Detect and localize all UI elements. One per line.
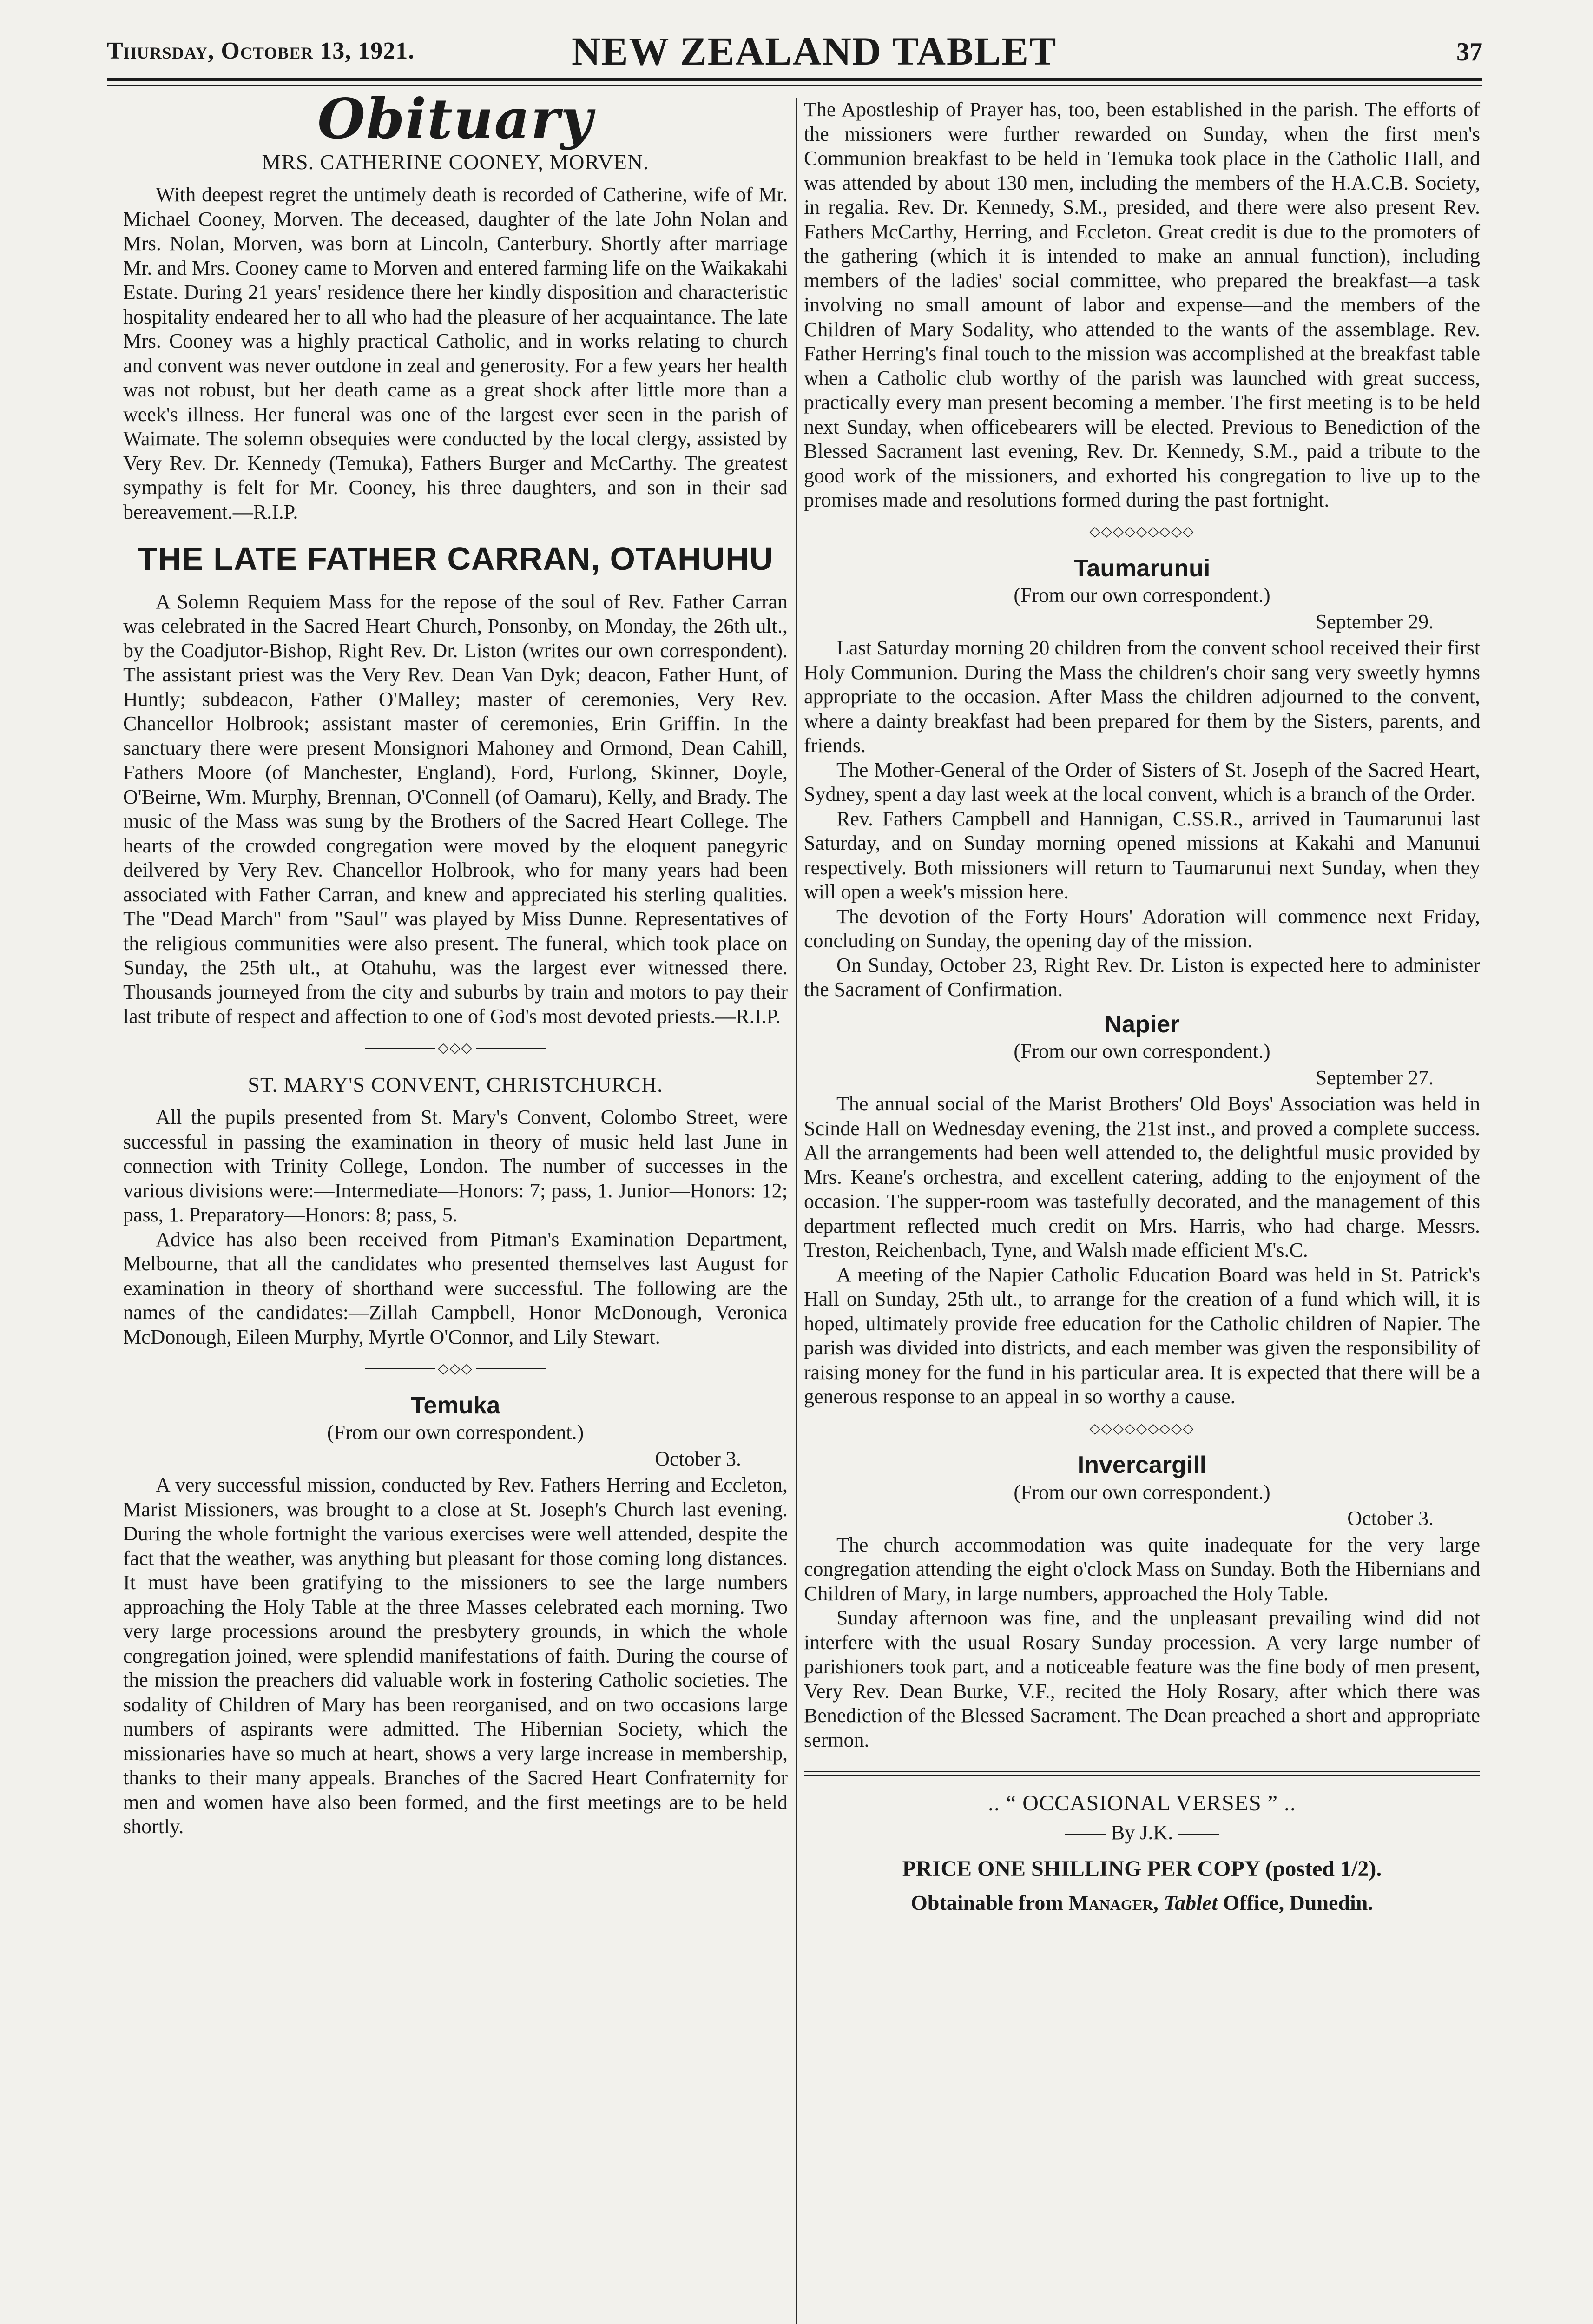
ad-obtainable (804, 1891, 1480, 1915)
obituary-section-title: Obituary (317, 86, 593, 151)
taumarunui-paragraph-5: On Sunday, October 23, Right Rev. Dr. Liston is expected here to administer the Sacrament of Confirmation. (804, 953, 1480, 1001)
temuka-date: October 3. (655, 1447, 741, 1470)
newspaper-title: NEW ZEALAND TABLET (572, 29, 1057, 73)
right-column (804, 98, 1480, 1915)
page-number: 37 (1456, 38, 1482, 66)
ad-obtain-office: Tablet (1164, 1890, 1218, 1915)
napier-headline: Napier (1104, 1010, 1180, 1038)
taumarunui-paragraph-4: The devotion of the Forty Hours' Adoration will commence next Friday, concluding on Sunday, the opening day of the mission. (804, 905, 1480, 952)
masthead (107, 28, 1482, 74)
masthead-rule-thin (107, 85, 1482, 86)
stmarys-headline: ST. MARY'S CONVENT, CHRISTCHURCH. (248, 1072, 663, 1096)
cooney-headline: MRS. CATHERINE COONEY, MORVEN. (262, 150, 649, 174)
napier-correspondent: (From our own correspondent.) (1014, 1040, 1270, 1063)
taumarunui-paragraph-3: Rev. Fathers Campbell and Hannigan, C.SS.R., arrived in Taumarunui last Saturday, and on Sunday morning opened missions at Kakahi and Manunui respectively. Both missioners will return to Taumarunui next Sunday, when they will open a week's mission here. (804, 807, 1480, 904)
napier-date: September 27. (1315, 1066, 1434, 1089)
temuka-correspondent: (From our own correspondent.) (327, 1421, 584, 1444)
ad-rule-thin (804, 1775, 1480, 1776)
section-ornament: ◇◇◇◇◇◇◇◇◇ (1089, 524, 1195, 540)
ad-price: PRICE ONE SHILLING PER COPY (posted 1/2). (902, 1856, 1382, 1882)
taumarunui-headline: Taumarunui (1073, 555, 1211, 582)
taumarunui-date: September 29. (1315, 610, 1434, 633)
masthead-rule (107, 78, 1482, 81)
carran-headline: THE LATE FATHER CARRAN, OTAHUHU (137, 541, 774, 577)
taumarunui-paragraph-2: The Mother-General of the Order of Sisters of St. Joseph of the Sacred Heart, Sydney, spent a day last week at the local convent, which is a branch of the Order. (804, 758, 1480, 806)
section-ornament: ◇◇◇ (123, 1036, 788, 1061)
ad-obtain-prefix: Obtainable from (911, 1890, 1063, 1915)
ad-byline: —— By J.K. —— (1065, 1821, 1219, 1844)
temuka-paragraph: A very successful mission, conducted by Rev. Fathers Herring and Eccleton, Marist Missioners, was brought to a close at St. Joseph's Church last evening. During the whole fortnight the various exercises were well attended, despite the fact that the weather, was anything but pleasant for those coming long distances. It must have been gratifying to the missioners to see the large numbers approaching the Holy Table at the three Masses celebrated each morning. Two very large processions around the presbytery grounds, in which the whole congregation joined, were splendid manifestations of faith. During the course of the mission the preachers did valuable work in fostering Catholic societies. The sodality of Children of Mary has been reorganised, and on two occasions large numbers of aspirants were admitted. The Hibernian Society, which the missionaries have so much at heart, shows a very large increase in membership, thanks to their many appeals. Branches of the Sacred Heart Confraternity for men and women have also been formed, and the first meetings are to be held shortly. (123, 1473, 788, 1838)
issue-date: Thursday, October 13, 1921. (107, 38, 415, 64)
invercargill-paragraph-1: The church accommodation was quite inadequate for the very large congregation attending the eight o'clock Mass on Sunday. Both the Hibernians and Children of Mary, in large numbers, approached the Holy Table. (804, 1533, 1480, 1605)
invercargill-paragraph-2: Sunday afternoon was fine, and the unpleasant prevailing wind did not interfere with the usual Rosary Sunday procession. A very large number of parishioners took part, and a noticeable feature was the fine body of men present, Very Rev. Dean Burke, V.F., recited the Holy Rosary, after which there was Benediction of the Blessed Sacrament. The Dean preached a short and appropriate sermon. (804, 1606, 1480, 1751)
stmarys-paragraph-1: All the pupils presented from St. Mary's Convent, Colombo Street, were successful in passing the examination in theory of music held last June in connection with Trinity College, London. The number of successes in the various divisions were:—Intermediate—Honors: 7; pass, 1. Junior—Honors: 12; pass, 1. Preparatory—Honors: 8; pass, 5. (123, 1106, 788, 1227)
invercargill-date: October 3. (1347, 1507, 1434, 1530)
section-ornament: ◇◇◇ (123, 1356, 788, 1381)
ad-obtain-manager: Manager, (1068, 1890, 1159, 1915)
carran-paragraph: A Solemn Requiem Mass for the repose of the soul of Rev. Father Carran was celebrated in the Sacred Heart Church, Ponsonby, on Monday, the 26th ult., by the Coadjutor-Bishop, Right Rev. Dr. Liston (writes our own correspondent). The assistant priest was the Very Rev. Dean Van Dyk; deacon, Father Hunt, of Huntly; subdeacon, Father O'Malley; master of ceremonies, Very Rev. Chancellor Holbrook; assistant master of ceremonies, Erin Griffin. In the sanctuary there were present Monsignori Mahoney and Ormond, Dean Cahill, Fathers Moore (of Manchester, England), Ford, Furlong, Skinner, Doyle, O'Beirne, Wm. Murphy, Brennan, O'Connell (of Oamaru), Kelly, and Brady. The music of the Mass was sung by the Brothers of the Sacred Heart College. The hearts of the crowded congregation were moved by the eloquent panegyric deilvered by Very Rev. Chancellor Holbrook, who for many years had been associated with Father Carran, and knew and appreciated his sterling qualities. The "Dead March" from "Saul" was played by Miss Dunne. Representatives of the religious communities were also present. The funeral, which took place on Sunday, the 25th ult., at Otahuhu, was the largest ever witnessed there. Thousands journeyed from the city and suburbs by train and motors to pay their last tribute of respect and affection to one of God's most devoted priests.—R.I.P. (123, 590, 788, 1028)
section-ornament: ◇◇◇◇◇◇◇◇◇ (1089, 1420, 1195, 1436)
stmarys-paragraph-2: Advice has also been received from Pitman's Examination Department, Melbourne, that all the candidates who presented themselves last August for examination in theory of shorthand were successful. The following are the names of the candidates:—Zillah Campbell, Honor McDonough, Veronica McDonough, Eileen Murphy, Myrtle O'Connor, and Lily Stewart. (123, 1228, 788, 1348)
napier-paragraph-1: The annual social of the Marist Brothers' Old Boys' Association was held in Scinde Hall on Wednesday evening, the 21st inst., and proved a complete success. All the arrangements had been well attended to, the delightful music provided by Mrs. Keane's orchestra, and excellent catering, adding to the enjoyment of the occasion. The supper-room was tastefully decorated, and the management of this department reflected much credit on Mrs. Harris, who had charge. Messrs. Treston, Reichenbach, Tyne, and Walsh made efficient M's.C. (804, 1092, 1480, 1262)
temuka-headline: Temuka (410, 1392, 500, 1419)
column-divider (796, 98, 797, 2324)
left-column (123, 86, 788, 1839)
taumarunui-paragraph-1: Last Saturday morning 20 children from the convent school received their first Holy Communion. During the Mass the children's choir sang very sweetly hymns appropriate to the occasion. After Mass the children adjourned to the convent, where a dainty breakfast had been prepared for them by the Sisters, parents, and friends. (804, 636, 1480, 757)
napier-paragraph-2: A meeting of the Napier Catholic Education Board was held in St. Patrick's Hall on Sunday, 25th ult., to arrange for the creation of a fund which will, it is hoped, ultimately provide free education for the Catholic children of Napier. The parish was divided into districts, and each member was given the responsibility of raising money for the fund in his particular area. It is expected that there will be a generous response to an appeal in so worthy a cause. (804, 1263, 1480, 1408)
invercargill-correspondent: (From our own correspondent.) (1014, 1480, 1270, 1504)
temuka-continued-paragraph: The Apostleship of Prayer has, too, been established in the parish. The efforts of the missioners were further rewarded on Sunday, when the first men's Communion breakfast to be held in Temuka took place in the Catholic Hall, and was attended by about 130 men, including the members of the H.A.C.B. Society, in regalia. Rev. Dr. Kennedy, S.M., presided, and there were also present Rev. Fathers McCarthy, Herring, and Eccleton. Great credit is due to the promoters of the gathering (which it is intended to make an annual function), including members of the ladies' social committee, who prepared the breakfast—a task involving no small amount of labor and expense—and the members of the Children of Mary Sodality, who attended to the wants of the assemblage. Rev. Father Herring's final touch to the mission was accomplished at the breakfast table when a Catholic club worthy of the parish was launched with great success, practically every man present becoming a member. The first meeting is to be held next Sunday, when officebearers will be elected. Previous to Benediction of the Blessed Sacrament last evening, Rev. Dr. Kennedy, S.M., paid a tribute to the good work of the missioners, and exhorted his congregation to live up to the promises made and resolutions formed during the past fortnight. (804, 98, 1480, 511)
invercargill-headline: Invercargill (1077, 1452, 1207, 1479)
ad-rule (804, 1771, 1480, 1772)
cooney-paragraph: With deepest regret the untimely death is recorded of Catherine, wife of Mr. Michael Cooney, Morven. The deceased, daughter of the late John Nolan and Mrs. Nolan, Morven, was born at Lincoln, Canterbury. Shortly after marriage Mr. and Mrs. Cooney came to Morven and entered farming life on the Waikakahi Estate. During 21 years' residence there her kindly disposition and characteristic hospitality endeared her to all who had the pleasure of her acquaintance. The late Mrs. Cooney was a highly practical Catholic, and in works relating to church and convent was never outdone in zeal and generosity. For a few years her health was not robust, but her death came as a great shock after little more than a week's illness. Her funeral was one of the largest ever seen in the parish of Waimate. The solemn obsequies were conducted by the local clergy, assisted by Very Rev. Dr. Kennedy (Temuka), Fathers Burger and McCarthy. The greatest sympathy is felt for Mr. Cooney, his three daughters, and son in their sad bereavement.—R.I.P. (123, 183, 788, 523)
ad-obtain-suffix: Office, Dunedin. (1223, 1890, 1373, 1915)
ad-book-title: .. “ OCCASIONAL VERSES ” .. (987, 1791, 1297, 1816)
taumarunui-correspondent: (From our own correspondent.) (1014, 584, 1270, 607)
